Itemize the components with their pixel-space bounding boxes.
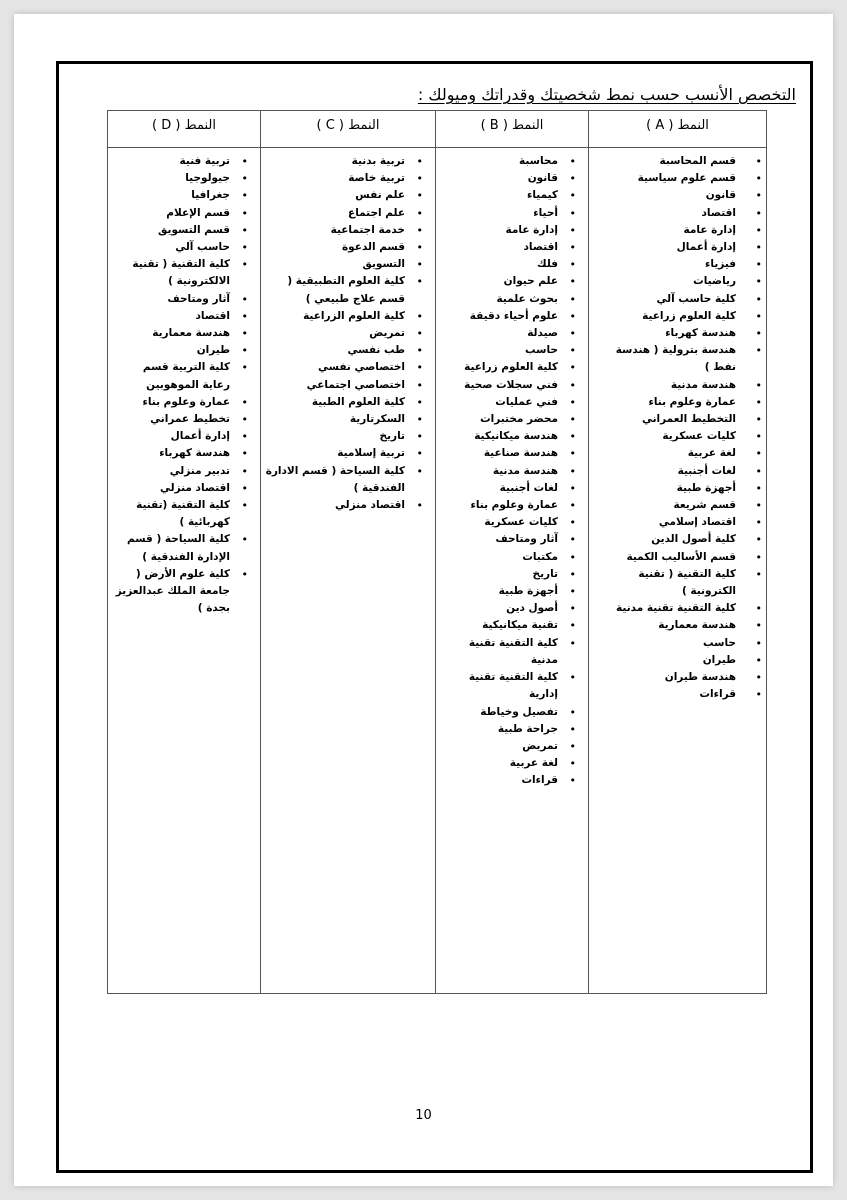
list-item: • علم اجتماع [261,205,435,222]
list-item: • قسم الدعوة [261,239,435,256]
list-item: • بحوث علمية [436,291,588,308]
list-item: • فلك [436,256,588,273]
list-item: • عمارة وعلوم بناء [108,394,260,411]
list-item: • اقتصاد إسلامي [589,514,740,531]
list-item: • قانون [589,187,740,204]
list-item: • أجهزة طبية [436,583,588,600]
specialization-list [589,148,766,704]
list-item: • تمريض [436,738,588,755]
list-item: • جراحة طبية [436,721,588,738]
page-number: 10 [415,1108,432,1123]
list-item: • عمارة وعلوم بناء [436,497,588,514]
list-item: • محضر مختبرات [436,411,588,428]
page-title [84,84,796,106]
list-item: • تقنية ميكانيكية [436,617,588,634]
list-item: • جغرافيا [108,187,260,204]
list-item: • طيران [108,342,260,359]
list-item: • كلية أصول الدين [589,531,740,548]
list-item: • صيدلة [436,325,588,342]
list-item: • لغة عربية [436,755,588,772]
list-item: • محاسبة [436,153,588,170]
page-title-text: التخصص الأنسب حسب نمط شخصيتك وقدراتك وميولك : [417,85,796,104]
list-item: • كلية التقنية ( تقنية الكترونية ) [589,566,740,600]
list-item: • قسم الإعلام [108,205,260,222]
specialization-list [436,148,588,790]
list-item: • كيمياء [436,187,588,204]
list-item: • عمارة وعلوم بناء [589,394,740,411]
list-item: • كلية العلوم زراعية [436,359,588,376]
list-item: • كلية علوم الأرض ( جامعة الملك عبدالعزيز بجدة ) [108,566,260,618]
list-item: • هندسة مدنية [589,377,740,394]
list-item: • تفصيل وخياطة [436,704,588,721]
list-item: • السكرتارية [261,411,435,428]
list-item: • التسويق [261,256,435,273]
list-item: • إدارة عامة [436,222,588,239]
list-item: • حاسب [436,342,588,359]
column-header: النمط ( C ) [261,111,435,148]
specialization-list [261,148,435,514]
list-item: • اقتصاد منزلي [108,480,260,497]
column-type-d [108,111,260,993]
list-item: • كلية السياحة ( قسم الادارة الفندقية ) [261,463,435,497]
column-header: النمط ( B ) [436,111,588,148]
list-item: • تمريض [261,325,435,342]
list-item: • التخطيط العمراني [589,411,740,428]
list-item: • هندسة معمارية [108,325,260,342]
list-item: • اقتصاد منزلي [261,497,435,514]
list-item: • تدبير منزلي [108,463,260,480]
list-item: • لغات أجنبية [589,463,740,480]
specialization-list [108,148,260,617]
list-item: • كلية العلوم التطبيقية ( قسم علاج طبيعي ) [261,273,435,307]
list-item: • كلية التربية قسم رعاية الموهوبين [108,359,260,393]
list-item: • هندسة ميكانيكية [436,428,588,445]
list-item: • فني سجلات صحية [436,377,588,394]
column-header: النمط ( D ) [108,111,260,148]
list-item: • فيزياء [589,256,740,273]
list-item: • أحياء [436,205,588,222]
list-item: • هندسة مدنية [436,463,588,480]
column-header: النمط ( A ) [589,111,766,148]
list-item: • كليات عسكرية [436,514,588,531]
list-item: • قسم شريعة [589,497,740,514]
list-item: • كلية التقنية تقنية مدنية [589,600,740,617]
list-item: • هندسة صناعية [436,445,588,462]
list-item: • خدمة اجتماعية [261,222,435,239]
list-item: • آثار ومتاحف [108,291,260,308]
list-item: • طيران [589,652,740,669]
list-item: • أصول دين [436,600,588,617]
list-item: • إدارة عامة [589,222,740,239]
list-item: • هندسة معمارية [589,617,740,634]
list-item: • رياضيات [589,273,740,290]
list-item: • اقتصاد [436,239,588,256]
list-item: • علم نفس [261,187,435,204]
list-item: • علوم أحياء دقيقة [436,308,588,325]
list-item: • تربية فنية [108,153,260,170]
list-item: • كليات عسكرية [589,428,740,445]
page-sheet [14,14,833,1186]
list-item: • قسم علوم سياسية [589,170,740,187]
personality-type-table [107,110,767,994]
list-item: • كلية حاسب آلي [589,291,740,308]
list-item: • آثار ومتاحف [436,531,588,548]
list-item: • قراءات [589,686,740,703]
list-item: • تاريخ [261,428,435,445]
list-item: • هندسة كهرباء [108,445,260,462]
list-item: • كلية التقنية تقنية مدنية [436,635,588,669]
column-type-b [435,111,588,993]
list-item: • علم حيوان [436,273,588,290]
list-item: • اختصاصي اجتماعي [261,377,435,394]
list-item: • جيولوجيا [108,170,260,187]
list-item: • هندسة طيران [589,669,740,686]
list-item: • فني عمليات [436,394,588,411]
list-item: • هندسة كهرباء [589,325,740,342]
list-item: • تربية إسلامية [261,445,435,462]
list-item: • تخطيط عمراني [108,411,260,428]
list-item: • كلية التقنية ( تقنية الالكترونية ) [108,256,260,290]
list-item: • إدارة أعمال [589,239,740,256]
list-item: • قراءات [436,772,588,789]
list-item: • مكتبات [436,549,588,566]
list-item: • اختصاصي نفسي [261,359,435,376]
list-item: • اقتصاد [589,205,740,222]
list-item: • حاسب آلي [108,239,260,256]
list-item: • تربية بدنية [261,153,435,170]
list-item: • اقتصاد [108,308,260,325]
list-item: • هندسة بترولية ( هندسة نفط ) [589,342,740,376]
column-type-c [260,111,435,993]
list-item: • قسم التسويق [108,222,260,239]
list-item: • أجهزة طبية [589,480,740,497]
list-item: • كلية العلوم الزراعية [261,308,435,325]
list-item: • كلية التقنية تقنية إدارية [436,669,588,703]
list-item: • حاسب [589,635,740,652]
list-item: • إدارة أعمال [108,428,260,445]
list-item: • كلية التقنية (تقنية كهربائية ) [108,497,260,531]
list-item: • كلية السياحة ( قسم الإدارة الفندقية ) [108,531,260,565]
list-item: • قسم المحاسبة [589,153,740,170]
list-item: • تاريخ [436,566,588,583]
column-type-a [588,111,766,993]
list-item: • لغة عربية [589,445,740,462]
list-item: • طب نفسي [261,342,435,359]
list-item: • كلية العلوم زراعية [589,308,740,325]
list-item: • كلية العلوم الطبية [261,394,435,411]
list-item: • قسم الأساليب الكمية [589,549,740,566]
list-item: • قانون [436,170,588,187]
list-item: • تربية خاصة [261,170,435,187]
list-item: • لغات أجنبية [436,480,588,497]
